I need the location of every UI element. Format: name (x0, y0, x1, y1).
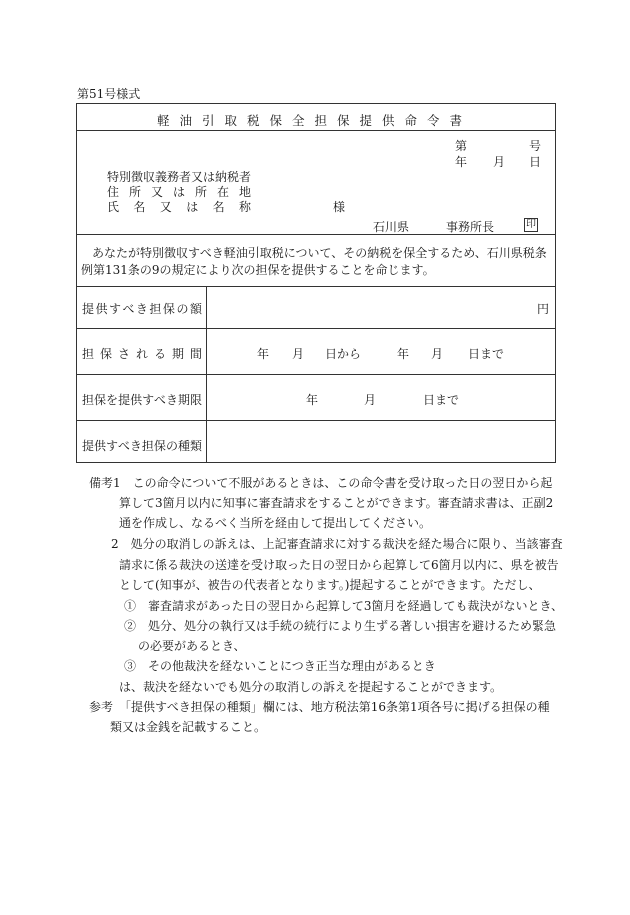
divider (77, 286, 555, 287)
date-tsuki: 月 (493, 155, 506, 169)
period-until: 日まで (468, 347, 505, 361)
kind-label: 提供すべき担保の種類 (82, 439, 202, 453)
date-hi: 日 (529, 155, 542, 169)
column-divider (206, 286, 207, 463)
order-form (76, 103, 556, 463)
note-line: 参考 「提供すべき担保の種類」欄には、地方税法第16条第1項各号に掲げる担保の種 (89, 700, 550, 714)
period-tsuki-2: 月 (431, 347, 444, 361)
statement-line-2: 例第131条の9の規定により次の担保を提供することを命じます。 (81, 263, 435, 277)
note-line: 通を作成し、なるべく当所を経由して提出してください。 (119, 516, 432, 530)
recipient-type: 特別徴収義務者又は納税者 (107, 170, 252, 184)
form-number: 第51号様式 (77, 87, 141, 101)
amount-label: 提供すべき担保の額 (82, 302, 202, 316)
note-line: の必要があるとき、 (138, 639, 246, 653)
note-line: 請求に係る裁決の送達を受け取った日の翌日から起算して6箇月以内に、県を被告 (119, 558, 559, 572)
address-label: 住所又は所在地 (107, 185, 251, 199)
note-line: ③ その他裁決を経ないことにつき正当な理由があるとき (124, 659, 436, 673)
period-from: 日から (325, 347, 362, 361)
date-nen: 年 (455, 155, 468, 169)
divider (77, 130, 555, 131)
number-go: 号 (529, 139, 542, 153)
deadline-tsuki: 月 (364, 393, 377, 407)
note-line: 2 処分の取消しの訴えは、上記審査請求に対する裁決を経た場合に限り、当該審査 (111, 537, 563, 551)
statement-line-1: あなたが特別徴収すべき軽油引取税について、その納税を保全するため、石川県税条 (92, 246, 547, 260)
note-line: ① 審査請求があった日の翌日から起算して3箇月を経過しても裁決がないとき、 (124, 599, 564, 613)
divider (77, 328, 555, 329)
note-line: は、裁決を経ないでも処分の取消しの訴えを提起することができます。 (119, 680, 503, 694)
period-label: 担保される期間 (82, 347, 202, 361)
deadline-label: 担保を提供すべき期限 (82, 393, 202, 407)
note-line: 算して3箇月以内に知事に審査請求をすることができます。審査請求書は、正副2 (119, 496, 554, 510)
number-dai: 第 (455, 139, 468, 153)
divider (77, 374, 555, 375)
deadline-until: 日まで (423, 393, 460, 407)
document-title: 軽油引取税保全担保提供命令書 (157, 113, 473, 128)
note-line: ② 処分、処分の執行又は手続の続行により生ずる著しい損害を避けるため緊急 (124, 619, 557, 633)
seal-mark: 印 (526, 219, 536, 230)
name-label: 氏名又は名称 (107, 200, 251, 214)
prefecture-name: 石川県 (373, 220, 410, 234)
deadline-nen: 年 (306, 393, 319, 407)
honorific-sama: 様 (333, 200, 346, 214)
note-line: 類又は金銭を記載すること。 (110, 720, 267, 734)
note-line: 備考1 この命令について不服があるときは、この命令書を受け取った日の翌日から起 (89, 476, 553, 490)
divider (77, 420, 555, 421)
period-nen-2: 年 (397, 347, 410, 361)
period-nen-1: 年 (257, 347, 270, 361)
office-head-title: 事務所長 (446, 220, 495, 234)
note-line: として(知事が、被告の代表者となります。)提起することができます。ただし、 (119, 578, 541, 592)
period-tsuki-1: 月 (292, 347, 305, 361)
yen-unit: 円 (537, 302, 550, 316)
